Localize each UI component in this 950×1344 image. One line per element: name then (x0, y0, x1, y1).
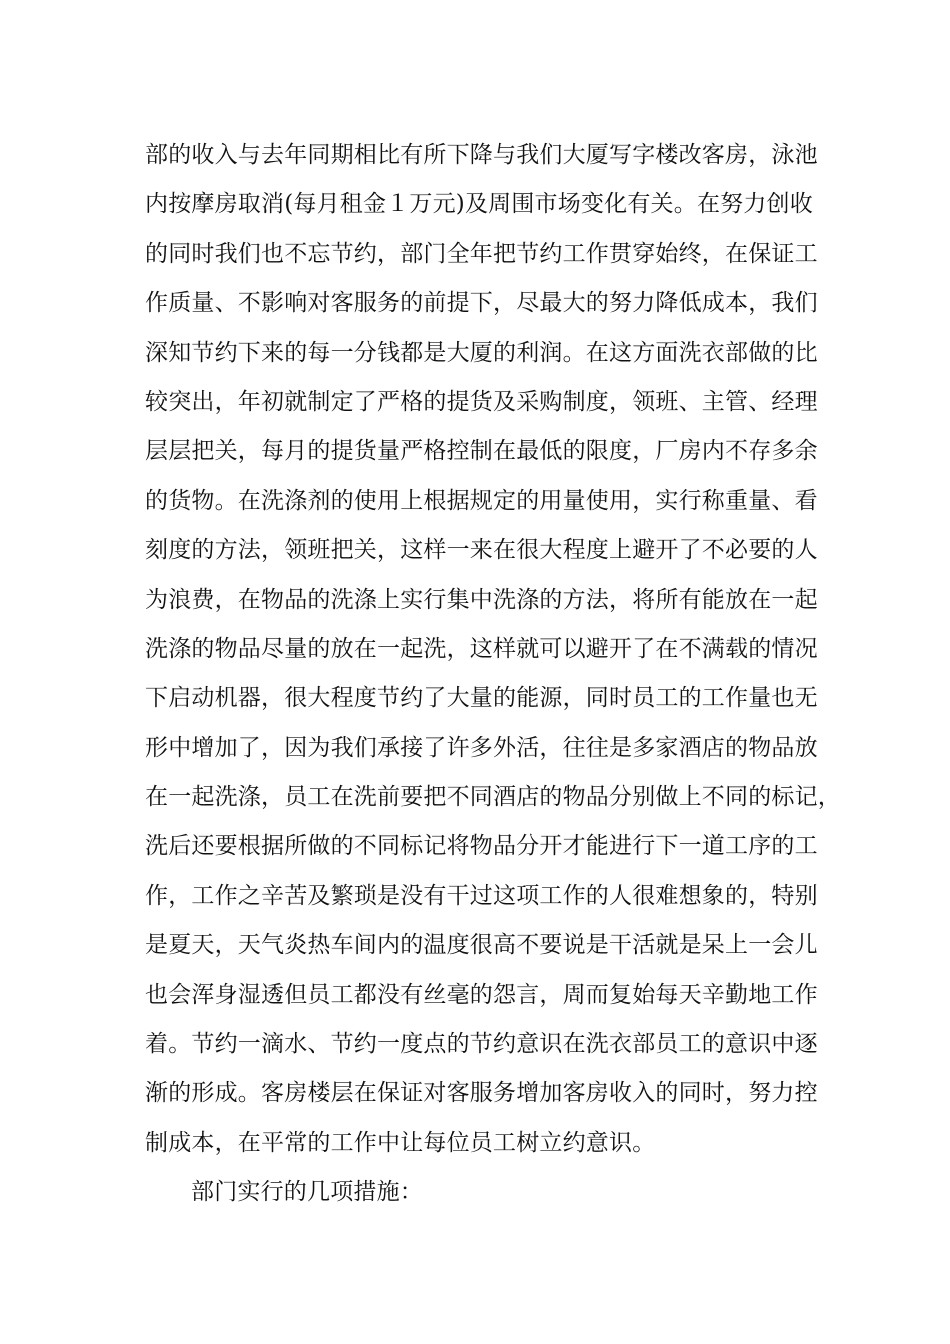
paragraph-line: 在一起洗涤，员工在洗前要把不同酒店的物品分别做上不同的标记， (145, 784, 841, 811)
paragraph-line: 的货物。在洗涤剂的使用上根据规定的用量使用，实行称重量、看 (145, 487, 818, 514)
paragraph-line: 较突出，年初就制定了严格的提货及采购制度，领班、主管、经理 (145, 388, 818, 415)
paragraph-line: 洗涤的物品尽量的放在一起洗，这样就可以避开了在不满载的情况 (145, 635, 818, 662)
paragraph-line: 作，工作之辛苦及繁琐是没有干过这项工作的人很难想象的，特别 (145, 882, 818, 909)
paragraph-line: 为浪费，在物品的洗涤上实行集中洗涤的方法，将所有能放在一起 (145, 586, 818, 613)
paragraph-line: 着。节约一滴水、节约一度点的节约意识在洗衣部员工的意识中逐 (145, 1031, 818, 1058)
paragraph-line: 部的收入与去年同期相比有所下降与我们大厦写字楼改客房，泳池 (145, 142, 818, 168)
section-heading: 部门实行的几项措施： (191, 1179, 423, 1206)
paragraph-line: 内按摩房取消(每月租金１万元)及周围市场变化有关。在努力创收 (145, 191, 813, 218)
paragraph-line: 作质量、不影响对客服务的前提下，尽最大的努力降低成本，我们 (145, 290, 818, 317)
paragraph-line: 下启动机器，很大程度节约了大量的能源，同时员工的工作量也无 (145, 685, 818, 712)
paragraph-line: 渐的形成。客房楼层在保证对客服务增加客房收入的同时，努力控 (145, 1080, 818, 1107)
paragraph-line: 形中增加了，因为我们承接了许多外活，往往是多家酒店的物品放 (145, 734, 818, 761)
paragraph-line: 也会浑身湿透但员工都没有丝毫的怨言，周而复始每天辛勤地工作 (145, 981, 818, 1008)
paragraph-line: 层层把关，每月的提货量严格控制在最低的限度，厂房内不存多余 (145, 438, 818, 465)
paragraph-line: 深知节约下来的每一分钱都是大厦的利润。在这方面洗衣部做的比 (145, 339, 818, 366)
body-text (145, 131, 841, 1218)
paragraph-line: 刻度的方法，领班把关，这样一来在很大程度上避开了不必要的人 (145, 537, 818, 564)
paragraph-line: 洗后还要根据所做的不同标记将物品分开才能进行下一道工序的工 (145, 833, 818, 860)
paragraph-line: 制成本，在平常的工作中让每位员工树立约意识。 (145, 1129, 656, 1156)
paragraph-line: 是夏天，天气炎热车间内的温度很高不要说是干活就是呆上一会儿 (145, 932, 818, 959)
paragraph-line: 的同时我们也不忘节约，部门全年把节约工作贯穿始终，在保证工 (145, 240, 818, 267)
